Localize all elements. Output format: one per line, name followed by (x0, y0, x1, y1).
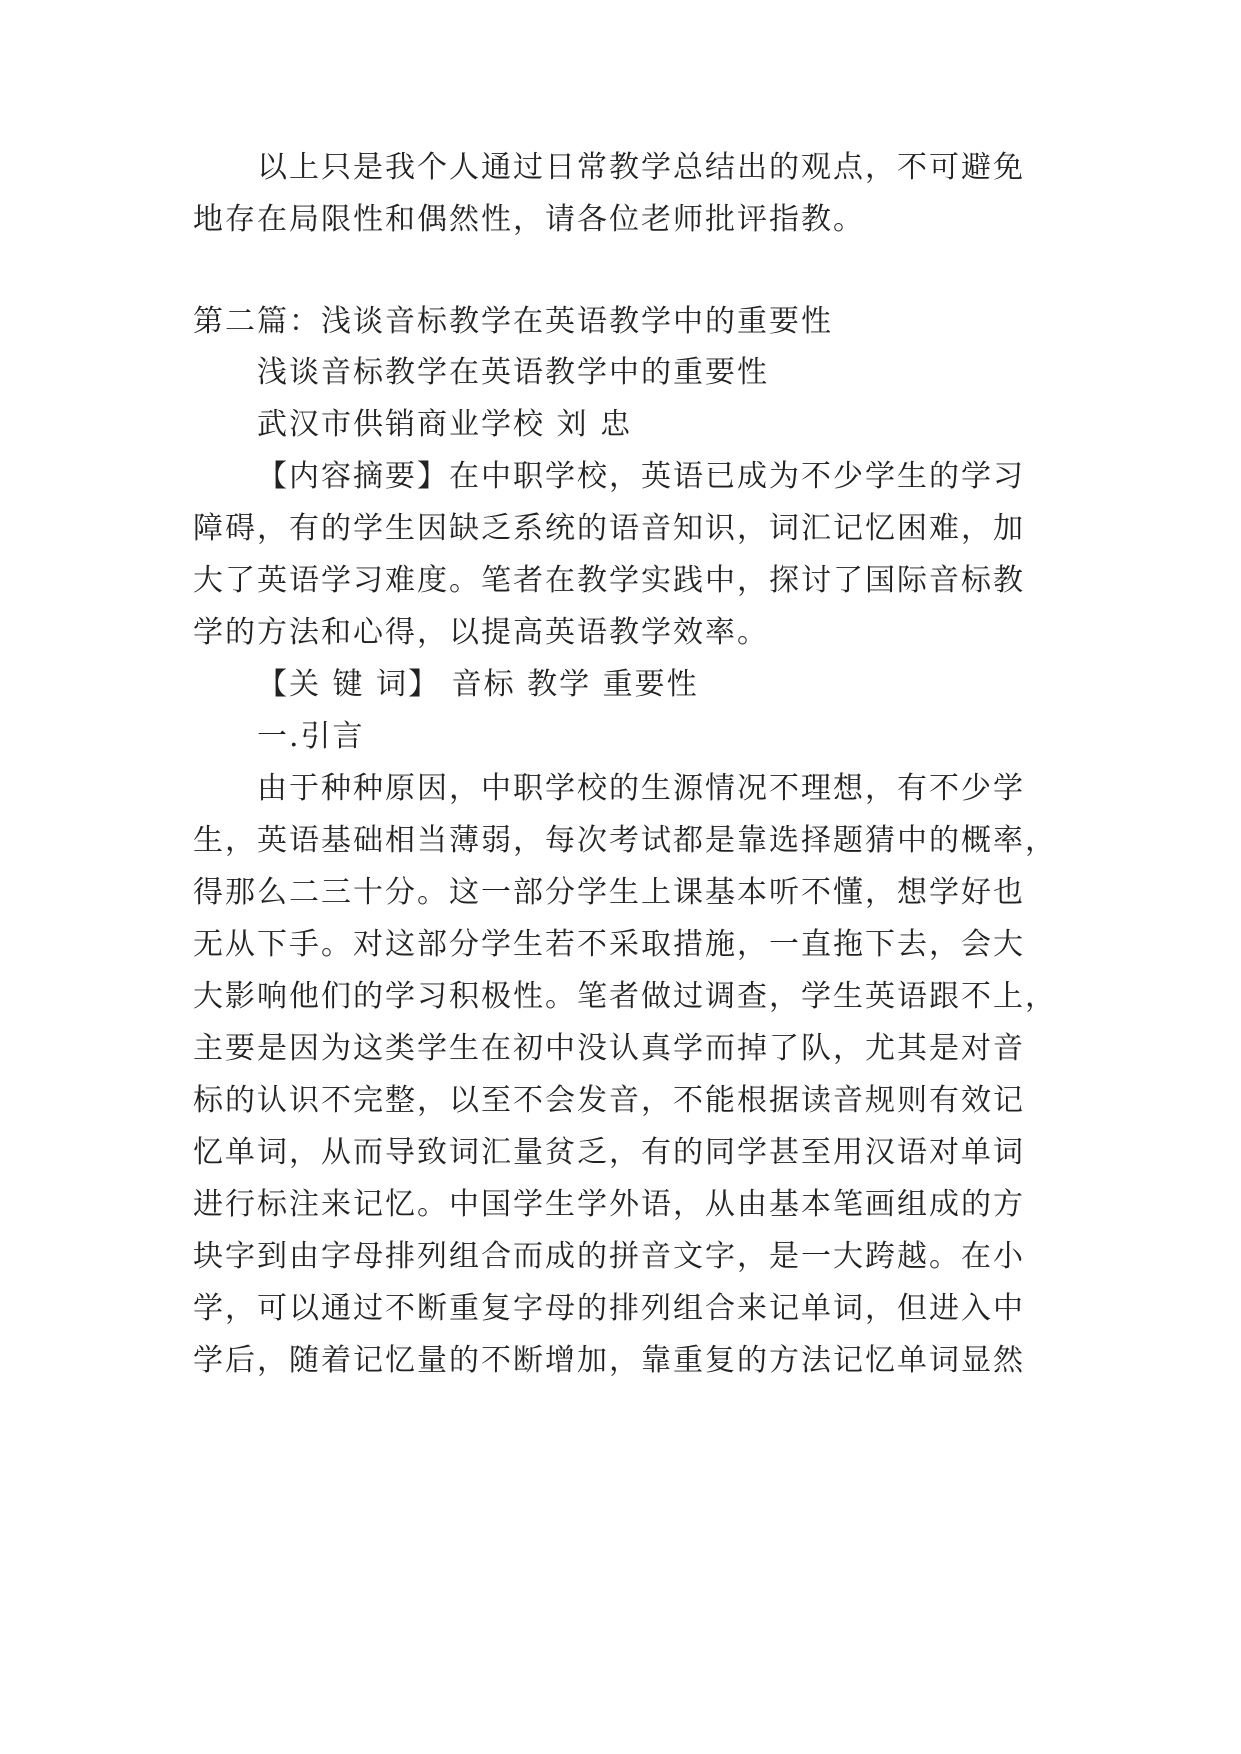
abstract-line-3: 大了英语学习难度。笔者在教学实践中，探讨了国际音标教 (193, 563, 1025, 598)
body-line-8: 忆单词，从而导致词汇量贫乏，有的同学甚至用汉语对单词 (193, 1135, 1025, 1170)
body-line-1: 由于种种原因，中职学校的生源情况不理想，有不少学 (257, 771, 1025, 806)
abstract-line-4: 学的方法和心得，以提高英语教学效率。 (193, 615, 769, 650)
body-line-2: 生，英语基础相当薄弱，每次考试都是靠选择题猜中的概率， (193, 823, 1057, 858)
body-line-11: 学，可以通过不断重复字母的排列组合来记单词，但进入中 (193, 1291, 1025, 1326)
article-title: 浅谈音标教学在英语教学中的重要性 (257, 355, 769, 390)
body-line-9: 进行标注来记忆。中国学生学外语，从由基本笔画组成的方 (193, 1187, 1025, 1222)
body-line-7: 标的认识不完整，以至不会发音，不能根据读音规则有效记 (193, 1083, 1025, 1118)
body-line-10: 块字到由字母排列组合而成的拼音文字，是一大跨越。在小 (193, 1239, 1025, 1274)
subsection-heading-introduction: 一.引言 (257, 719, 365, 754)
body-line-5: 大影响他们的学习积极性。笔者做过调查，学生英语跟不上， (193, 979, 1057, 1014)
body-line-6: 主要是因为这类学生在初中没认真学而掉了队，尤其是对音 (193, 1031, 1025, 1066)
body-line-12: 学后，随着记忆量的不断增加，靠重复的方法记忆单词显然 (193, 1343, 1025, 1378)
section-heading: 第二篇：浅谈音标教学在英语教学中的重要性 (193, 304, 833, 339)
keywords-line: 【关 键 词】 音标 教学 重要性 (257, 667, 699, 702)
abstract-line-2: 障碍，有的学生因缺乏系统的语音知识，词汇记忆困难，加 (193, 511, 1025, 546)
abstract-line-1: 【内容摘要】在中职学校，英语已成为不少学生的学习 (257, 459, 1025, 494)
article-author: 武汉市供销商业学校 刘 忠 (257, 407, 633, 442)
body-line-3: 得那么二三十分。这一部分学生上课基本听不懂，想学好也 (193, 875, 1025, 910)
closing-paragraph-line-2: 地存在局限性和偶然性，请各位老师批评指教。 (193, 202, 865, 237)
body-line-4: 无从下手。对这部分学生若不采取措施，一直拖下去，会大 (193, 927, 1025, 962)
closing-paragraph-line-1: 以上只是我个人通过日常教学总结出的观点，不可避免 (257, 150, 1025, 185)
